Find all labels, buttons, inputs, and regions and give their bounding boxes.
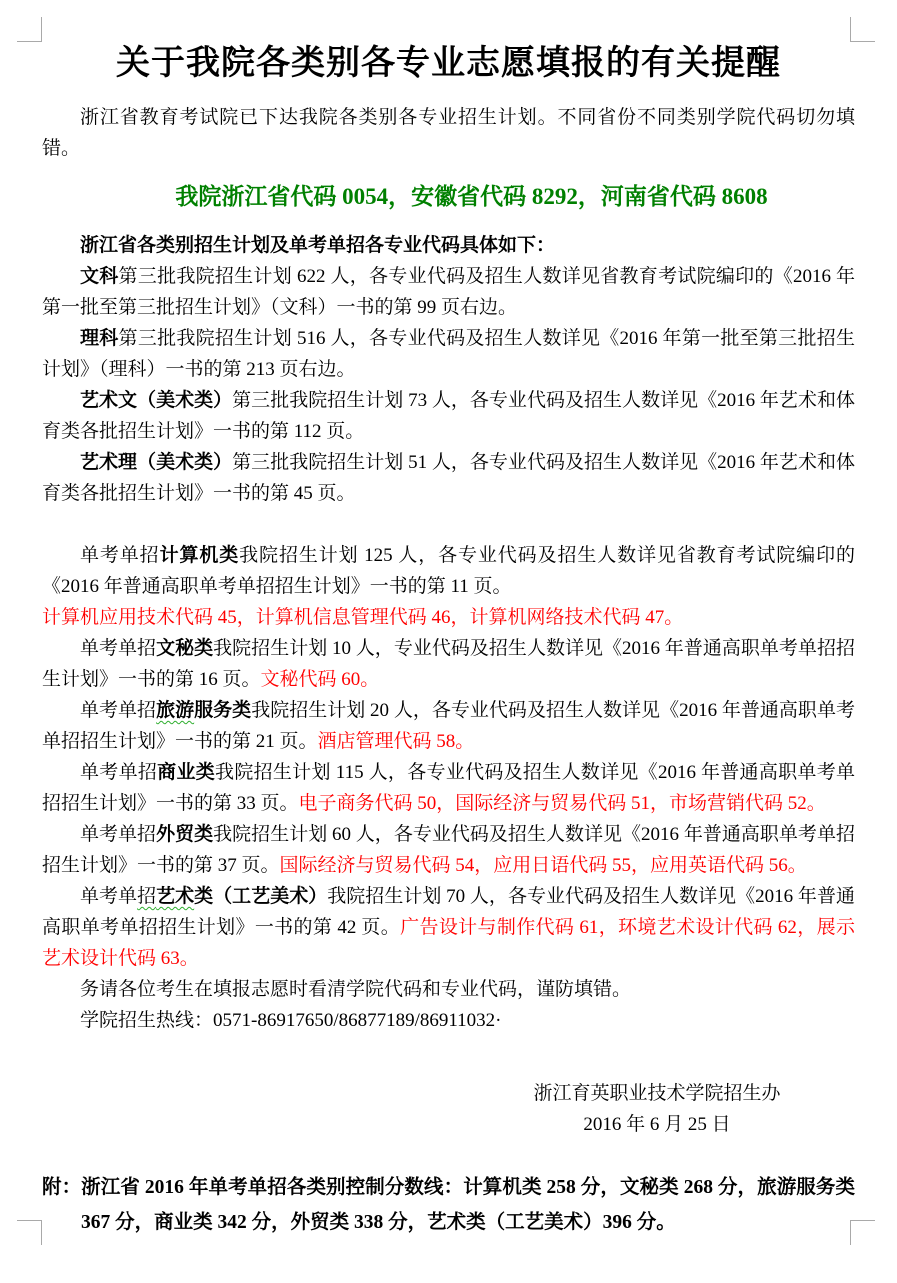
text-run: 学院招生热线：0571-86917650/86877189/86911032· xyxy=(80,1010,502,1031)
paragraph-yishuwen xyxy=(42,385,855,447)
text-run: 酒店管理代码 58。 xyxy=(317,731,475,752)
text-run: 单考单 xyxy=(80,886,138,907)
text-run: 我院招生计划 10 人，专业代码及招生人数详见《2016 年普通高职单考单招招生计划》一书的第 16 页。 xyxy=(42,638,855,690)
signature-org: 浙江育英职业技术学院招生办 xyxy=(533,1083,781,1104)
paragraph-wenke xyxy=(42,261,855,323)
text-run: 务请各位考生在填报志愿时看清学院代码和专业代码，谨防填错。 xyxy=(80,979,632,1000)
text-run: 艺术文（美术类） xyxy=(80,390,233,411)
body-paragraphs xyxy=(42,230,855,1036)
text-run: 广告设计与制作代码 61，环境艺术设计代码 62，展示艺术设计代码 63。 xyxy=(42,917,855,969)
text-run: 我院招生计划 70 人，各专业代码及招生人数详见《2016 年普通高职单考单招招生计划》一书的第 42 页。 xyxy=(42,886,855,938)
text-run: 商业类 xyxy=(157,762,216,783)
intro-paragraph: 浙江省教育考试院已下达我院各类别各专业招生计划。不同省份不同类别学院代码切勿填错。 xyxy=(42,107,855,159)
text-run: 艺术理（美术类） xyxy=(80,452,233,473)
paragraph-wenmi xyxy=(42,633,855,695)
margin-crop-mark-bottom-right xyxy=(850,1220,875,1245)
text-run: 外贸类 xyxy=(156,824,214,845)
margin-crop-mark-top-left xyxy=(17,17,42,42)
text-run: 我院招生计划 20 人，各专业代码及招生人数详见《2016 年普通高职单考单招招生计划》一书的第 21 页。 xyxy=(42,700,855,752)
signature-date: 2016 年 6 月 25 日 xyxy=(583,1114,731,1135)
signature-block xyxy=(417,1078,897,1140)
text-run: 第三批我院招生计划 622 人，各专业代码及招生人数详见省教育考试院编印的《2016 年第一批至第三批招生计划》（文科）一书的第 99 页右边。 xyxy=(42,266,855,318)
text-run: 单考单招 xyxy=(80,545,160,566)
text-run: 第三批我院招生计划 516 人，各专业代码及招生人数详见《2016 年第一批至第三批招生计划》（理科）一书的第 213 页右边。 xyxy=(42,328,855,380)
paragraph-like xyxy=(42,323,855,385)
text-run: 我院招生计划 115 人，各专业代码及招生人数详见《2016 年普通高职单考单招招生计划》一书的第 33 页。 xyxy=(42,762,855,814)
text-run: 单考单招 xyxy=(80,700,157,721)
paragraph-reminder xyxy=(42,974,855,1005)
text-run: 服务类 xyxy=(194,700,252,721)
text-run: 类（工艺美术） xyxy=(194,886,328,907)
text-run: 文秘类 xyxy=(156,638,214,659)
paragraph-waimao xyxy=(42,819,855,881)
text-run: 单考单招 xyxy=(80,638,157,659)
text-run: 旅游 xyxy=(156,700,195,721)
text-run: 计算机类 xyxy=(159,545,240,566)
margin-crop-mark-bottom-left xyxy=(17,1220,42,1245)
text-run: 单考单招 xyxy=(80,762,158,783)
text-run: 理科 xyxy=(80,328,119,349)
margin-crop-mark-top-right xyxy=(850,17,875,42)
text-run: 招 xyxy=(137,886,157,907)
appendix-note xyxy=(42,1170,855,1240)
paragraph-shangye xyxy=(42,757,855,819)
text-run: 电子商务代码 50，国际经济与贸易代码 51，市场营销代码 52。 xyxy=(298,793,826,814)
page-title: 关于我院各类别各专业志愿填报的有关提醒 xyxy=(116,45,781,82)
paragraph-jisuanji-codes xyxy=(42,602,855,633)
paragraph-yishulei xyxy=(42,881,855,974)
text-run: 我院招生计划 60 人，各专业代码及招生人数详见《2016 年普通高职单考单招招生计划》一书的第 37 页。 xyxy=(42,824,855,876)
document-content xyxy=(0,42,897,1240)
text-run: 文科 xyxy=(80,266,119,287)
paragraph-lvyou xyxy=(42,695,855,757)
text-run: 国际经济与贸易代码 54，应用日语代码 55，应用英语代码 56。 xyxy=(279,855,807,876)
text-run: 浙江省各类别招生计划及单考单招各专业代码具体如下： xyxy=(80,235,556,256)
text-run: 第三批我院招生计划 51 人，各专业代码及招生人数详见《2016 年艺术和体育类各批招生计划》一书的第 45 页。 xyxy=(42,452,855,504)
subheading xyxy=(42,230,855,261)
text-run: 我院招生计划 125 人，各专业代码及招生人数详见省教育考试院编印的《2016 年普通高职单考单招招生计划》一书的第 11 页。 xyxy=(42,545,855,597)
text-run: 第三批我院招生计划 73 人，各专业代码及招生人数详见《2016 年艺术和体育类各批招生计划》一书的第 112 页。 xyxy=(42,390,855,442)
text-run: 文秘代码 60。 xyxy=(260,669,380,690)
text-run: 附：浙江省 2016 年单考单招各类别控制分数线：计算机类 258 分，文秘类 268 分，旅游服务类 367 分，商业类 342 分，外贸类 338 分，艺术类（工艺美术）396 分。 xyxy=(42,1177,855,1233)
paragraph-hotline xyxy=(42,1005,855,1036)
text-run: 单考单招 xyxy=(80,824,157,845)
paragraph-jisuanji xyxy=(42,540,855,602)
text-run: 艺术 xyxy=(156,886,195,907)
paragraph-yishuli xyxy=(42,447,855,509)
blank-line xyxy=(42,509,855,540)
college-codes-line: 我院浙江省代码 0054，安徽省代码 8292，河南省代码 8608 xyxy=(175,184,768,209)
text-run: 计算机应用技术代码 45，计算机信息管理代码 46，计算机网络技术代码 47。 xyxy=(42,607,684,628)
